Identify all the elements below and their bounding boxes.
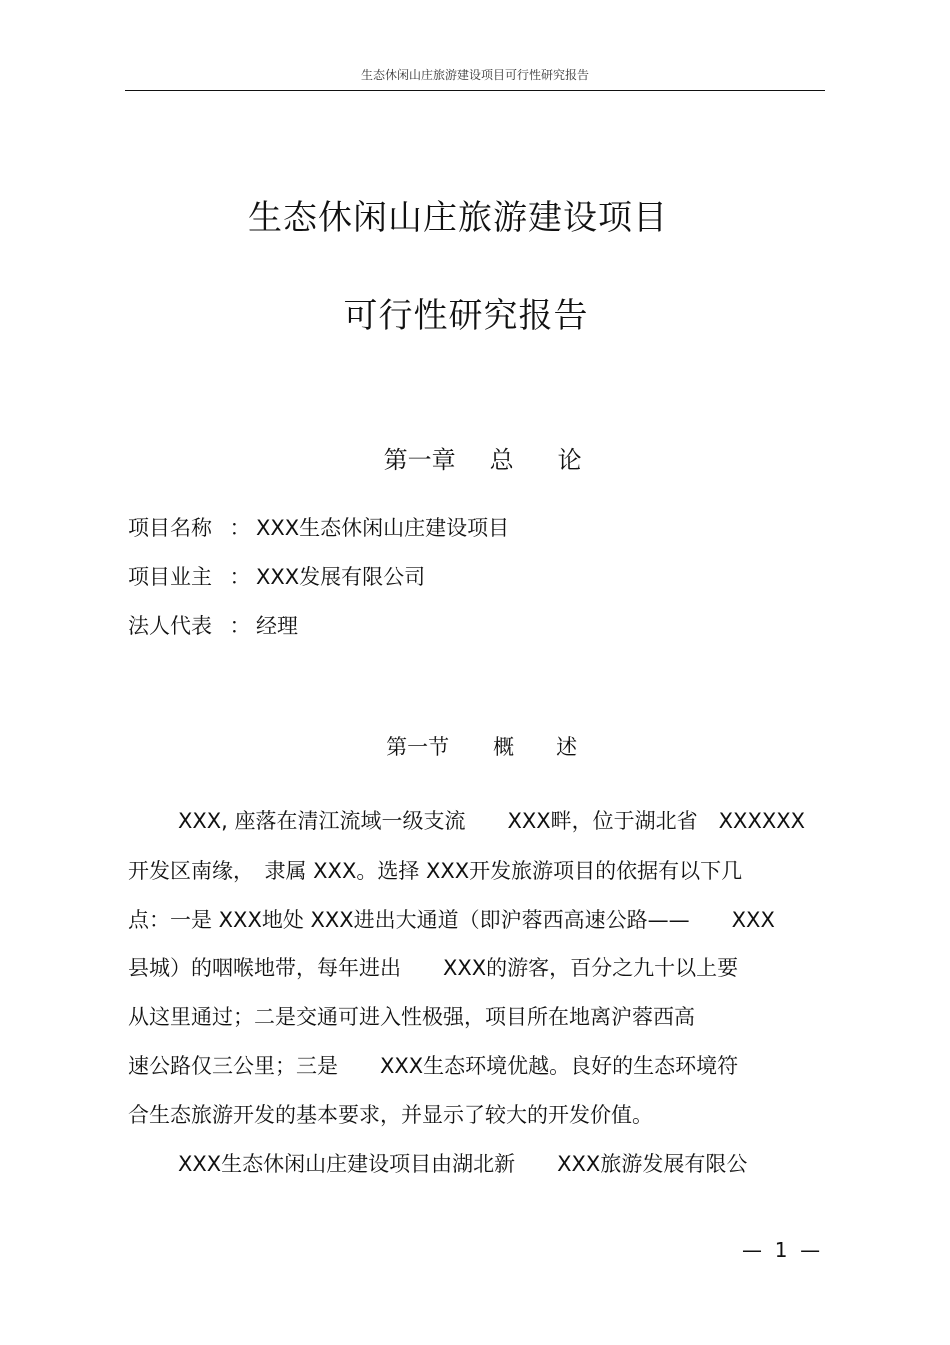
chapter-number: 第一章	[383, 446, 456, 474]
project-info-row-owner	[128, 561, 425, 591]
section-title-part-1: 概	[493, 735, 515, 759]
info-label: 法人代表	[128, 614, 212, 638]
chapter-title-part-1: 总	[489, 446, 514, 474]
section-heading	[0, 707, 950, 761]
info-label: 项目名称	[128, 516, 212, 540]
info-colon: ：	[229, 565, 251, 589]
paragraph-line: 县城）的咽喉地带，每年进出 XXX的游客，百分之九十以上要	[128, 956, 739, 980]
info-value: 经理	[256, 614, 298, 638]
chapter-title-part-2: 论	[557, 446, 582, 474]
chapter-heading	[0, 412, 950, 475]
header-rule	[125, 90, 825, 91]
paragraph-line: XXX, 座落在清江流域一级支流 XXX畔，位于湖北省 XXXXXX	[178, 809, 805, 833]
info-colon: ：	[229, 516, 251, 540]
info-value: XXX发展有限公司	[256, 565, 426, 589]
paragraph-line: XXX生态休闲山庄建设项目由湖北新 XXX旅游发展有限公	[178, 1152, 748, 1176]
paragraph-line: 点：一是 XXX地处 XXX进出大通道（即沪蓉西高速公路—— XXX	[128, 908, 775, 932]
running-header: 生态休闲山庄旅游建设项目可行性研究报告	[360, 68, 589, 82]
document-title-line-1: 生态休闲山庄旅游建设项目	[248, 198, 668, 238]
document-title-line-2: 可行性研究报告	[343, 296, 589, 336]
project-info-row-name	[128, 512, 509, 542]
paragraph-line: 速公路仅三公里；三是 XXX生态环境优越。良好的生态环境符	[128, 1054, 739, 1078]
paragraph-line: 从这里通过；二是交通可进入性极强，项目所在地离沪蓉西高	[128, 1005, 695, 1029]
info-value: XXX生态休闲山庄建设项目	[256, 516, 510, 540]
paragraph-line: 合生态旅游开发的基本要求，并显示了较大的开发价值。	[128, 1103, 653, 1127]
section-title-part-2: 述	[556, 735, 578, 759]
paragraph-line: 开发区南缘， 隶属 XXX。选择 XXX开发旅游项目的依据有以下几	[128, 859, 743, 883]
page-number: — 1 —	[742, 1238, 821, 1262]
section-number: 第一节	[386, 735, 450, 759]
info-colon: ：	[229, 614, 251, 638]
info-label: 项目业主	[128, 565, 212, 589]
project-info-row-representative	[128, 610, 298, 640]
